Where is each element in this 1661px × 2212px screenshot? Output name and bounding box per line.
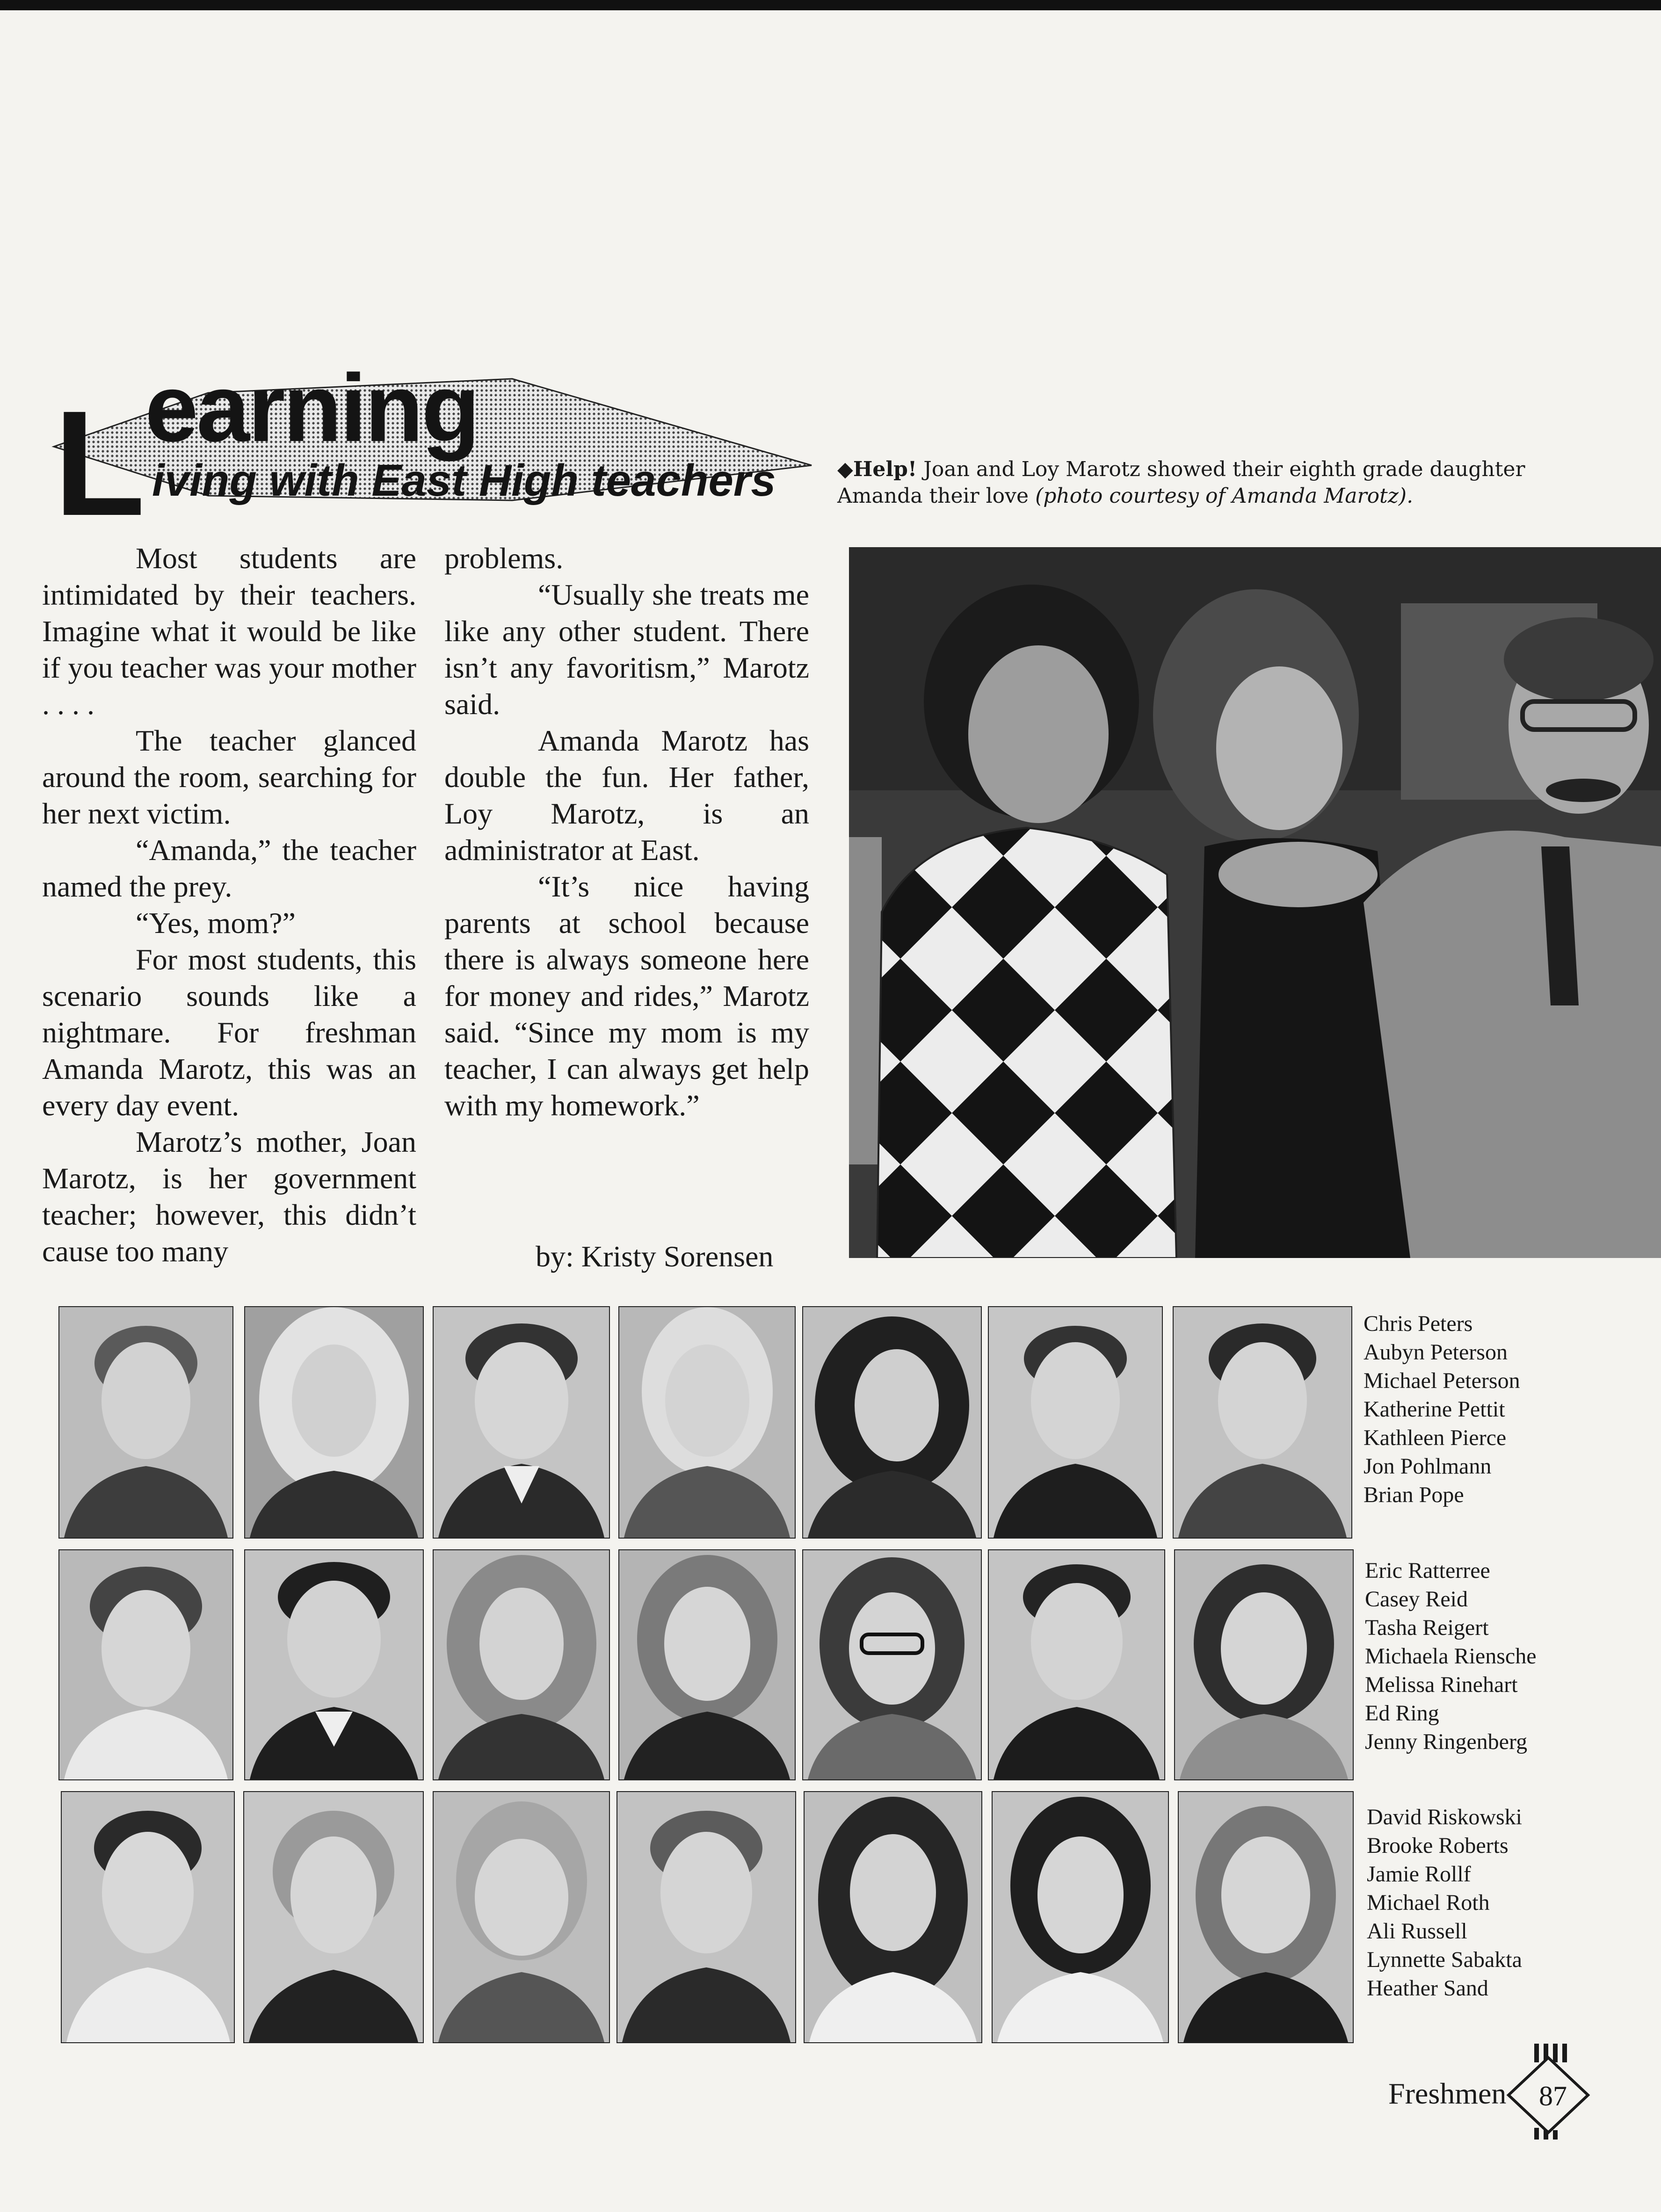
portrait: [802, 1306, 982, 1539]
paragraph: problems.: [444, 542, 564, 575]
photo-caption: [837, 456, 1567, 509]
student-name: Jon Pohlmann: [1364, 1454, 1492, 1479]
portrait: [433, 1791, 610, 2043]
student-name: Eric Ratterree: [1365, 1558, 1490, 1583]
article-column-1: [42, 540, 416, 1270]
student-name: Aubyn Peterson: [1364, 1340, 1508, 1365]
portrait: [1173, 1306, 1352, 1539]
name-list-row-3: [1367, 1803, 1522, 2002]
portrait: [244, 1306, 424, 1539]
student-name: David Riskowski: [1367, 1805, 1523, 1829]
paragraph: “It’s nice having parents at school because there is always someone here for money and rides,” Marotz said. “Since my mom is my teacher, I can always get help with my homework.”: [444, 870, 809, 1122]
portrait: [61, 1791, 235, 2043]
student-name: Lynnette Sabakta: [1367, 1947, 1522, 1972]
student-name: Melissa Rinehart: [1365, 1672, 1518, 1697]
headline-subtitle: iving with East High teachers: [152, 455, 776, 506]
student-name: Heather Sand: [1367, 1976, 1488, 2001]
student-name: Jenny Ringenberg: [1365, 1729, 1528, 1754]
portrait: [1178, 1791, 1354, 2043]
portrait: [244, 1549, 424, 1780]
student-name: Jamie Rollf: [1367, 1862, 1471, 1887]
student-name: Ali Russell: [1367, 1919, 1467, 1944]
article-column-2: [444, 540, 809, 1124]
portrait: [617, 1791, 796, 2043]
student-name: Tasha Reigert: [1365, 1615, 1489, 1640]
portrait: [433, 1306, 610, 1539]
portrait: [58, 1549, 233, 1780]
photo-credit: (photo courtesy of Amanda Marotz).: [1035, 484, 1414, 508]
portrait: [618, 1549, 796, 1780]
paragraph: “Usually she treats me like any other student. There isn’t any favoritism,” Marotz said.: [444, 578, 809, 721]
name-list-row-2: [1365, 1556, 1537, 1756]
portrait: [58, 1306, 233, 1539]
student-name: Casey Reid: [1365, 1587, 1468, 1612]
student-name: Ed Ring: [1365, 1701, 1439, 1726]
section-label: Freshmen: [1388, 2077, 1507, 2110]
student-name: Chris Peters: [1364, 1311, 1473, 1336]
portrait: [1174, 1549, 1354, 1780]
student-name: Michael Peterson: [1364, 1368, 1520, 1393]
portrait: [802, 1549, 982, 1780]
page-number: 87: [1539, 2081, 1567, 2111]
feature-heading: [44, 354, 816, 547]
headline-word: earning: [145, 354, 479, 462]
drop-letter: L: [54, 379, 145, 547]
name-list-row-1: [1364, 1309, 1520, 1509]
portrait: [804, 1791, 982, 2043]
student-name: Brooke Roberts: [1367, 1833, 1509, 1858]
caption-lead: Help!: [853, 457, 917, 481]
caption-text: Joan and Loy Marotz showed their eighth grade daughter Amanda their love: [837, 457, 1525, 508]
page-top-edge: [0, 0, 1661, 10]
paragraph: Most students are intimidated by their teachers. Imagine what it would be like if you teacher was your mother . . . .: [42, 542, 416, 721]
portrait: [618, 1306, 796, 1539]
portrait: [988, 1306, 1163, 1539]
family-photo: [849, 547, 1661, 1258]
portrait: [243, 1791, 424, 2043]
paragraph: “Yes, mom?”: [136, 906, 296, 940]
portrait: [433, 1549, 610, 1780]
paragraph: Amanda Marotz has double the fun. Her father, Loy Marotz, is an administrator at East.: [444, 724, 809, 867]
student-name: Michael Roth: [1367, 1890, 1490, 1915]
paragraph: The teacher glanced around the room, searching for her next victim.: [42, 724, 416, 830]
portrait: [992, 1791, 1169, 2043]
byline: by: Kristy Sorensen: [536, 1240, 774, 1273]
student-name: Kathleen Pierce: [1364, 1425, 1507, 1450]
paragraph: “Amanda,” the teacher named the prey.: [42, 833, 416, 903]
student-name: Brian Pope: [1364, 1482, 1464, 1507]
diamond-bullet-icon: ◆: [837, 457, 853, 481]
paragraph: For most students, this scenario sounds like a nightmare. For freshman Amanda Marotz, this was an every day event.: [42, 943, 416, 1122]
paragraph: Marotz’s mother, Joan Marotz, is her government teacher; however, this didn’t cause too many: [42, 1125, 416, 1268]
student-name: Michaela Riensche: [1365, 1644, 1537, 1669]
portrait: [988, 1549, 1165, 1780]
student-name: Katherine Pettit: [1364, 1397, 1505, 1422]
